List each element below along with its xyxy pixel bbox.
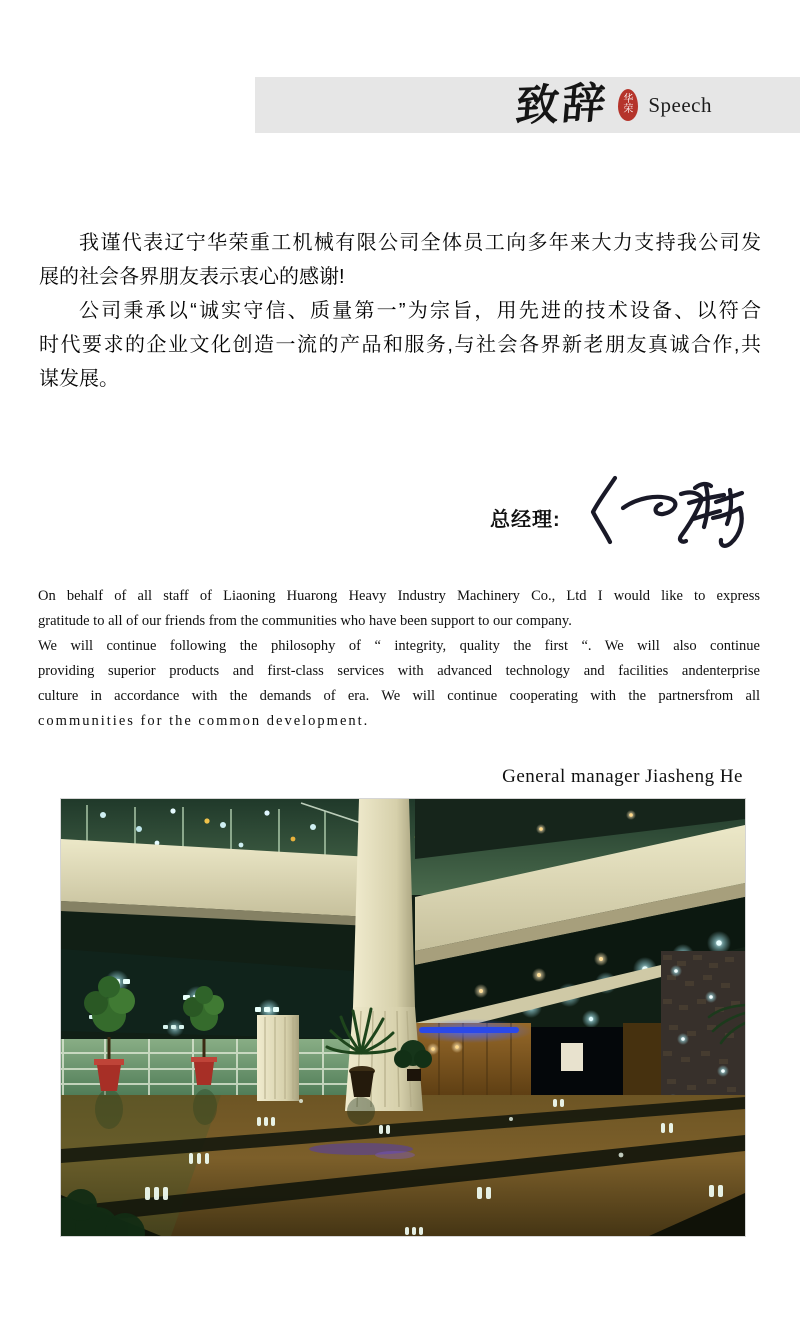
company-seal-icon <box>618 89 638 121</box>
english-line: gratitude to all of our friends from the communities who have been support to our company. <box>38 613 572 629</box>
seal-char-bottom: 荣 <box>623 104 634 115</box>
english-line: culture in accordance with the demands of era. We will continue cooperating with the partnersfrom all <box>38 688 760 704</box>
calligraphy-title: 致辞 <box>514 77 611 132</box>
handwritten-signature <box>543 452 745 570</box>
seal-char-top: 华 <box>623 93 634 105</box>
chinese-line: 展的社会各界朋友表示衷心的感谢! <box>39 266 345 288</box>
chinese-line: 我谨代表辽宁华荣重工机械有限公司全体员工向多年来大力支持我公司发 <box>79 232 761 254</box>
chinese-line: 公司秉承以“诚实守信、质量第一”为宗旨，用先进的技术设备、以符合 <box>79 300 761 322</box>
english-line: providing superior products and first-class services with advanced technology and facilities andenterprise <box>38 663 760 679</box>
chinese-line: 时代要求的企业文化创造一流的产品和服务,与社会各界新老朋友真诚合作,共 <box>39 334 761 356</box>
english-line: We will continue following the philosophy of “ integrity, quality the first “. We will also continue <box>38 638 760 654</box>
english-line: communities for the common development. <box>38 713 370 729</box>
chinese-line: 谋发展。 <box>39 368 119 390</box>
manager-signature-line: General manager Jiasheng He <box>502 766 743 787</box>
header-subtitle: Speech <box>648 92 712 117</box>
header-banner <box>255 77 800 133</box>
lobby-photo-illustration <box>61 799 745 1236</box>
english-speech <box>38 584 760 734</box>
general-manager-label: 总经理: <box>490 509 561 531</box>
chinese-speech <box>39 226 761 396</box>
english-line: On behalf of all staff of Liaoning Huarong Heavy Industry Machinery Co., Ltd I would like to express <box>38 588 760 604</box>
lobby-photo <box>61 799 745 1236</box>
header-banner-content <box>516 77 712 133</box>
